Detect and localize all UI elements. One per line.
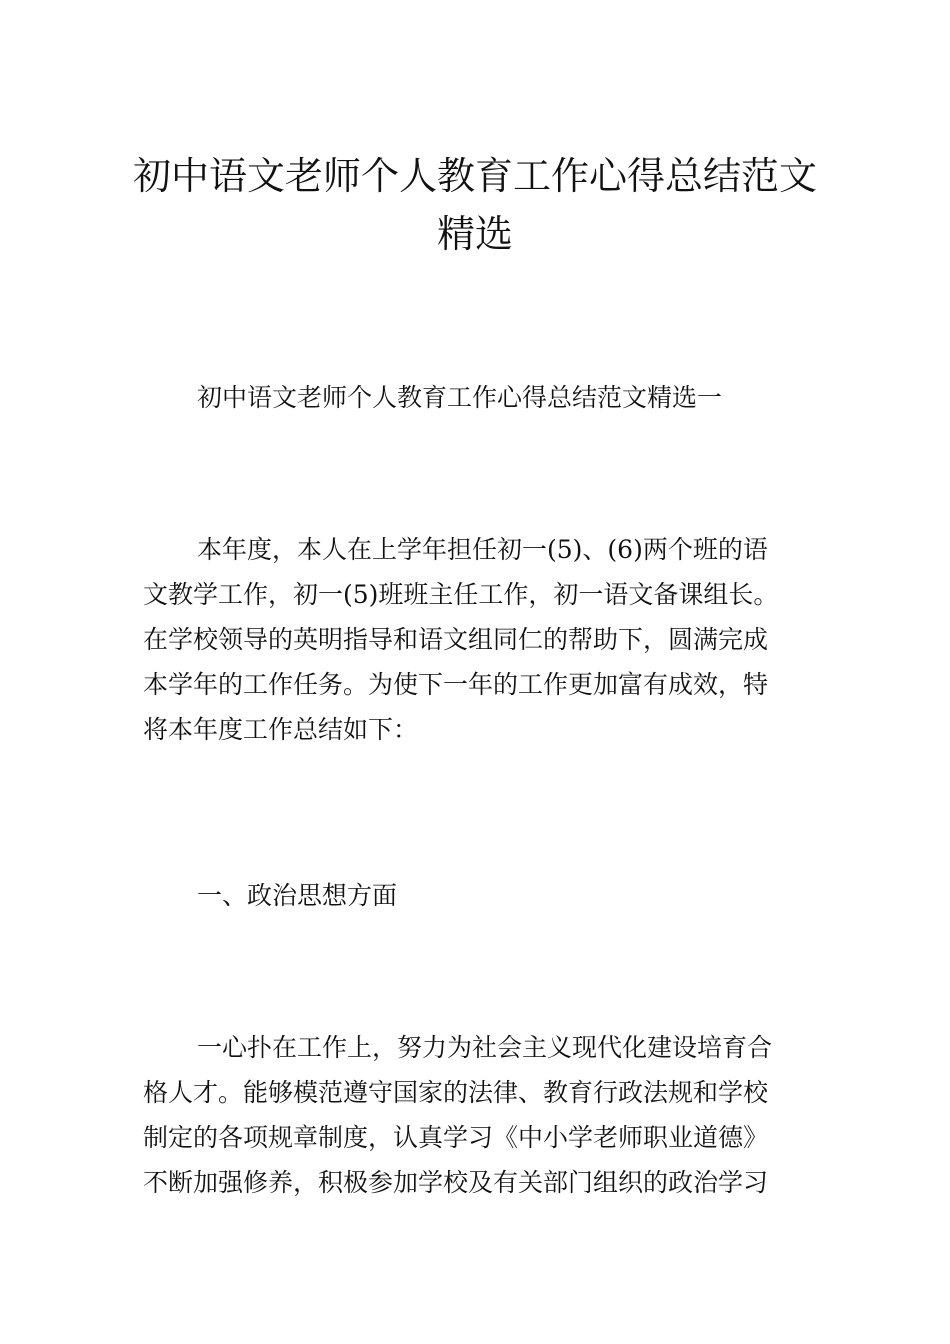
paragraph-line: 制定的各项规章制度，认真学习《中小学老师职业道德》	[143, 1123, 769, 1152]
document-title	[0, 147, 950, 263]
paragraph-intro	[143, 527, 813, 752]
paragraph-line: 将本年度工作总结如下：	[143, 715, 419, 744]
paragraph-line: 本年度，本人在上学年担任初一(5)、(6)两个班的语	[197, 535, 768, 564]
document-subtitle: 初中语文老师个人教育工作心得总结范文精选一	[197, 383, 723, 412]
paragraph-line: 不断加强修养，积极参加学校及有关部门组织的政治学习	[143, 1168, 769, 1197]
paragraph-political	[143, 1025, 813, 1205]
paragraph-line: 格人才。能够模范遵守国家的法律、教育行政法规和学校	[143, 1078, 769, 1107]
paragraph-line: 文教学工作，初一(5)班班主任工作，初一语文备课组长。	[143, 580, 779, 609]
title-line-2: 精选	[436, 212, 513, 257]
section-heading: 一、政治思想方面	[197, 881, 398, 910]
paragraph-line: 在学校领导的英明指导和语文组同仁的帮助下，圆满完成	[143, 625, 769, 654]
paragraph-line: 一心扑在工作上，努力为社会主义现代化建设培育合	[197, 1033, 773, 1062]
paragraph-line: 本学年的工作任务。为使下一年的工作更加富有成效，特	[143, 670, 769, 699]
title-line-1: 初中语文老师个人教育工作心得总结范文	[132, 154, 817, 199]
